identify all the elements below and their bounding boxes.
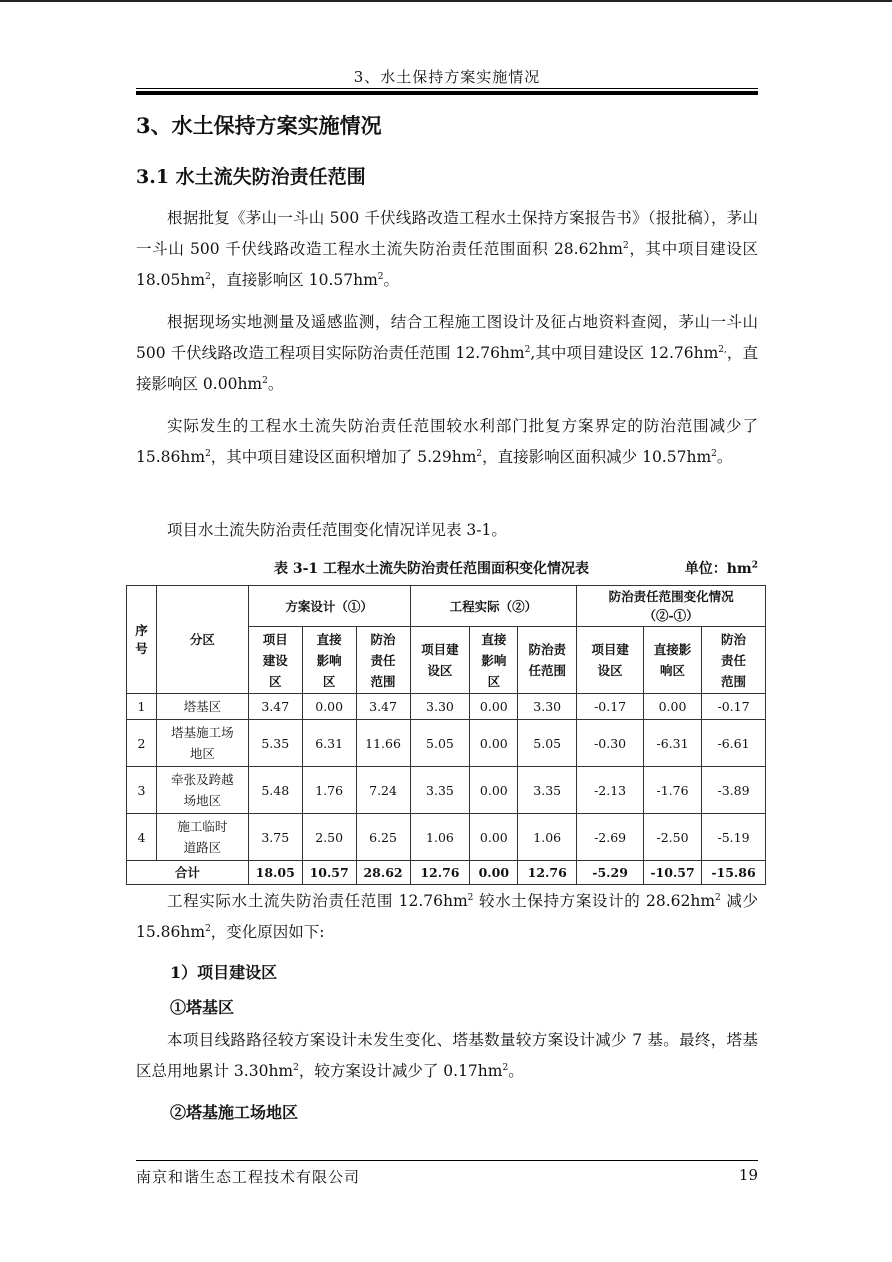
cell-value: -0.17 xyxy=(702,694,766,720)
table-row xyxy=(127,720,766,767)
cell-value: 3.30 xyxy=(518,694,577,720)
p6-text-a: 本项目线路路径较方案设计未发生变化、塔基数量较方案设计减少 7 基。最终，塔基区总用地累计 3.30hm xyxy=(136,1031,758,1080)
p6-text-c: 。 xyxy=(508,1062,524,1080)
cell-total-value: 12.76 xyxy=(410,861,470,885)
p3-text-b: ，其中项目建设区面积增加了 5.29hm xyxy=(210,448,477,466)
p2-text-a: 根据现场实地测量及遥感监测，结合工程施工图设计及征占地资料查阅，茅山一斗山 500 千伏线路改造工程项目实际防治责任范围 12.76hm xyxy=(136,313,758,362)
section-title: 3、水土保持方案实施情况 xyxy=(136,113,382,138)
p2-text-c: ，直接影响区 0.00hm xyxy=(136,344,758,393)
cell-total-value: -15.86 xyxy=(702,861,766,885)
p5-text-b: 较水土保持方案设计的 28.62hm xyxy=(473,892,716,910)
cell-value: -5.19 xyxy=(702,814,766,861)
sup: 2 xyxy=(293,1062,299,1073)
sup: 2 xyxy=(205,448,211,459)
cell-value: 3.47 xyxy=(356,694,410,720)
header-design-direct: 直接影响区 xyxy=(302,627,356,694)
table-unit-label: 单位：hm xyxy=(684,561,752,577)
subsection-title: 3.1 水土流失防治责任范围 xyxy=(136,166,366,188)
header-design-total: 防治责任范围 xyxy=(356,627,410,694)
cell-total-value: -5.29 xyxy=(577,861,644,885)
p1-text-a: 根据批复《茅山一斗山 500 千伏线路改造工程水土保持方案报告书》（报批稿），茅山一斗山 500 千伏线路改造工程水土流失防治责任范围面积 28.62hm xyxy=(136,209,758,258)
cell-seq: 1 xyxy=(127,694,157,720)
sup: 2, xyxy=(718,344,727,355)
sup: 2 xyxy=(205,271,211,282)
cell-value: 3.75 xyxy=(248,814,302,861)
cell-total-value: 28.62 xyxy=(356,861,410,885)
cell-value: 0.00 xyxy=(470,767,518,814)
heading-tower-base-area: ①塔基区 xyxy=(170,998,235,1017)
cell-value: -0.30 xyxy=(577,720,644,767)
cell-seq: 4 xyxy=(127,814,157,861)
cell-total-label: 合计 xyxy=(127,861,249,885)
paragraph-table-ref: 项目水土流失防治责任范围变化情况详见表 3-1。 xyxy=(167,521,507,539)
sup: 2 xyxy=(262,375,268,386)
sup: 2 xyxy=(476,448,483,459)
cell-value: 3.35 xyxy=(518,767,577,814)
sup: 2 xyxy=(377,271,384,282)
paragraph-actual-scope xyxy=(136,307,758,400)
cell-value: -1.76 xyxy=(644,767,702,814)
sup: 2 xyxy=(502,1062,509,1073)
header-design-build: 项目建设区 xyxy=(248,627,302,694)
cell-value: 0.00 xyxy=(470,720,518,767)
cell-zone: 牵张及跨越场地区 xyxy=(156,767,248,814)
footer-company: 南京和谐生态工程技术有限公司 xyxy=(136,1168,361,1186)
sup: 2 xyxy=(205,923,211,934)
cell-total-value: 12.76 xyxy=(518,861,577,885)
header-seq: 序号 xyxy=(127,586,157,694)
page-number: 19 xyxy=(738,1166,758,1184)
cell-total-value: 0.00 xyxy=(470,861,518,885)
cell-value: 0.00 xyxy=(470,814,518,861)
heading-project-construction-area: 1）项目建设区 xyxy=(170,963,278,982)
cell-value: 3.47 xyxy=(248,694,302,720)
p1-text-c: ，直接影响区 10.57hm xyxy=(210,271,378,289)
cell-value: -2.69 xyxy=(577,814,644,861)
p2-text-d: 。 xyxy=(267,375,284,393)
header-rule-thick xyxy=(136,91,758,95)
responsibility-scope-table xyxy=(126,585,766,885)
running-header: 3、水土保持方案实施情况 xyxy=(353,68,541,86)
p1-text-b: ，其中项目建设区 18.05hm xyxy=(136,240,758,289)
cell-value: 0.00 xyxy=(302,694,356,720)
cell-seq: 2 xyxy=(127,720,157,767)
cell-value: -6.31 xyxy=(644,720,702,767)
cell-value: 6.25 xyxy=(356,814,410,861)
cell-zone: 施工临时道路区 xyxy=(156,814,248,861)
cell-value: 6.31 xyxy=(302,720,356,767)
header-rule-thin xyxy=(136,88,758,89)
header-group-design: 方案设计（①） xyxy=(248,586,410,627)
p6-text-b: ，较方案设计减少了 0.17hm xyxy=(298,1062,503,1080)
table-unit xyxy=(685,558,758,578)
p3-text-c: ，直接影响区面积减少 10.57hm xyxy=(482,448,712,466)
cell-value: 3.30 xyxy=(410,694,470,720)
header-change-direct: 直接影响区 xyxy=(644,627,702,694)
paragraph-approved-scope xyxy=(136,203,758,296)
page-top-border xyxy=(0,0,892,2)
sup: 2 xyxy=(751,560,758,571)
header-actual-direct: 直接影响区 xyxy=(470,627,518,694)
table-total-row xyxy=(127,861,766,885)
sup: 2 xyxy=(467,892,474,903)
p5-text-d: ，变化原因如下: xyxy=(210,923,325,941)
cell-value: 11.66 xyxy=(356,720,410,767)
sup: 2 xyxy=(623,240,629,251)
cell-value: 1.06 xyxy=(518,814,577,861)
p1-text-d: 。 xyxy=(383,271,400,289)
table-row xyxy=(127,767,766,814)
p2-text-b: ,其中项目建设区 12.76hm xyxy=(530,344,719,362)
table-caption-title: 表 3-1 工程水土流失防治责任范围面积变化情况表 xyxy=(274,561,590,577)
header-zone: 分区 xyxy=(156,586,248,694)
cell-value: -6.61 xyxy=(702,720,766,767)
cell-value: -3.89 xyxy=(702,767,766,814)
header-change-total: 防治责任范围 xyxy=(702,627,766,694)
header-group-actual: 工程实际（②） xyxy=(410,586,577,627)
table-caption xyxy=(136,556,758,578)
cell-value: 5.05 xyxy=(410,720,470,767)
cell-value: 2.50 xyxy=(302,814,356,861)
cell-total-value: 10.57 xyxy=(302,861,356,885)
paragraph-tower-base xyxy=(136,1025,758,1087)
cell-seq: 3 xyxy=(127,767,157,814)
header-change-build: 项目建设区 xyxy=(577,627,644,694)
cell-value: -2.13 xyxy=(577,767,644,814)
cell-value: 0.00 xyxy=(470,694,518,720)
sup: 2 xyxy=(711,448,717,459)
table-row xyxy=(127,694,766,720)
footer-rule xyxy=(136,1160,758,1161)
header-actual-total: 防治责任范围 xyxy=(518,627,577,694)
cell-value: 5.05 xyxy=(518,720,577,767)
table-header-row xyxy=(127,586,766,627)
p5-text-c: 减少 15.86hm xyxy=(136,892,758,941)
header-actual-build: 项目建设区 xyxy=(410,627,470,694)
p3-text-a: 实际发生的工程水土流失防治责任范围较水利部门批复方案界定的防治范围减少了 15.86hm xyxy=(136,417,758,466)
header-group-change: 防治责任范围变化情况（②-①） xyxy=(577,586,766,627)
cell-zone: 塔基施工场地区 xyxy=(156,720,248,767)
cell-value: 5.48 xyxy=(248,767,302,814)
cell-value: 1.06 xyxy=(410,814,470,861)
cell-value: 1.76 xyxy=(302,767,356,814)
sup: 2 xyxy=(715,892,721,903)
cell-value: 5.35 xyxy=(248,720,302,767)
sup: 2 xyxy=(524,344,531,355)
cell-value: 3.35 xyxy=(410,767,470,814)
cell-value: -0.17 xyxy=(577,694,644,720)
table-row xyxy=(127,814,766,861)
cell-value: -2.50 xyxy=(644,814,702,861)
cell-total-value: 18.05 xyxy=(248,861,302,885)
cell-total-value: -10.57 xyxy=(644,861,702,885)
cell-value: 7.24 xyxy=(356,767,410,814)
cell-zone: 塔基区 xyxy=(156,694,248,720)
paragraph-change-summary xyxy=(136,886,758,948)
cell-value: 0.00 xyxy=(644,694,702,720)
p5-text-a: 工程实际水土流失防治责任范围 12.76hm xyxy=(167,892,468,910)
p3-text-d: 。 xyxy=(716,448,733,466)
heading-tower-construction-site: ②塔基施工场地区 xyxy=(170,1103,299,1122)
paragraph-scope-change xyxy=(136,411,758,473)
